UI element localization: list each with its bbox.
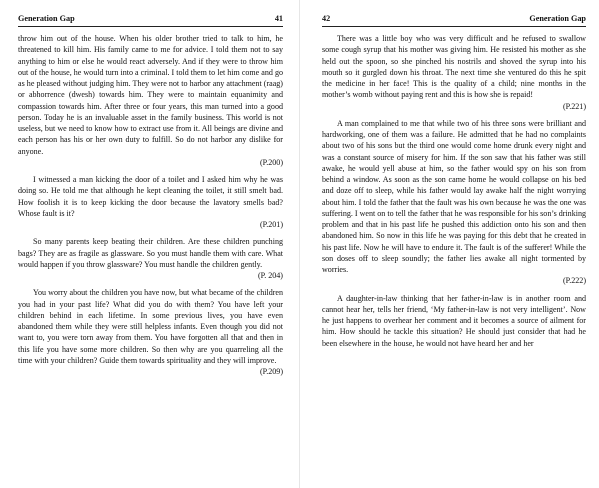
page-citation: (P.200) xyxy=(259,157,283,167)
paragraph xyxy=(322,118,586,287)
paragraph xyxy=(322,293,586,349)
page-citation: (P.201) xyxy=(259,220,283,229)
paragraph-text: I witnessed a man kicking the door of a toilet and I asked him why he was doing so. He told me that although he kept cleaning the toilet, it still smelt bad. How foolish it is to keep kicking the door because the lavatory smells bad? Whose fault is it? xyxy=(18,175,283,218)
paragraph xyxy=(322,33,586,112)
running-head: Generation Gap xyxy=(18,14,75,23)
page-number: 42 xyxy=(322,14,331,23)
page-citation: (P. 204) xyxy=(257,271,283,280)
page-citation: (P.209) xyxy=(259,367,283,376)
paragraph xyxy=(18,287,283,377)
paragraph-text: A man complained to me that while two of his three sons were brilliant and hardworking, one of them was a failure. He admitted that he had no complaints about two of his sons but the third one would come home drunk every night and was a constant source of misery for him. If the son saw that his father was still awake, he would yell abuse at him, so the father would spy on his son from behind a window. As soon as the son came home he would collapse on his bed and doze off to sleep, while his father would lay awake half the night worrying about him. I told the father that the fault was his own because he was the one was suffering. I went on to tell the father that he was responsible for his son’s drinking problem and that in his past life he pushed this addiction onto his son and then abandoned him. So now in this life he was paying for this debt that he created in his past life. Now he will have to endure it. The fault is of the sufferer! While the son doses off to sleep soundly; the father lies awake all night tormented by worries. xyxy=(322,118,587,274)
paragraph xyxy=(18,33,283,168)
paragraph-text: throw him out of the house. When his older brother tried to talk to him, he threatened to kill him. His family came to me for advice. I told them not to say anything to him or else he would react adversely. And if they were to throw him out of the house, he would turn into a criminal. I told them to let him come and go as he pleased without judging him. They were not to harbor any attachment (raag) or abhorrence (dwesh) towards him. They were to maintain equanimity and compassion towards him. After three or four years, this man turned into a good person. Today he is an invaluable asset in the family business. This world is not useless, but we need to know how to extract use from it. All beings are divine and each person has his or her own duty to fulfill. So do not harbor any dislike for anyone. xyxy=(18,34,283,156)
paragraph xyxy=(18,236,283,281)
paragraph-text: A daughter-in-law thinking that her father-in-law is in another room and cannot hear her, tells her friend, ‘My father-in-law is not very intelligent’. Now he just happens to overhear her comment and it becomes a source of ailment for him. How should he tackle this situation? He should just consider that had he been elsewhere in the house, he would not have heard her and her xyxy=(322,293,586,348)
page-number: 41 xyxy=(274,14,283,23)
paragraph xyxy=(18,174,283,230)
page-citation: (P.222) xyxy=(562,276,586,286)
page-header xyxy=(18,14,283,27)
paragraph-text: There was a little boy who was very difficult and he refused to swallow some cough syrup that his mother was giving him. He resisted his mother as she held out the spoon, so she pinched his nostrils and shoved the syrup into his mouth so it gurgled down his throat. The next time she ventured do this he spit the medicine in her face! This is the quality of a child; nine months in the mother’s womb without paying rent and this is how she is repaid! xyxy=(322,34,586,100)
paragraph-text: So many parents keep beating their children. Are these children punching bags? They are as fragile as glassware. So you must handle them with care. What would happen if you throw glassware? You must handle the children gently. xyxy=(18,237,283,269)
running-head: Generation Gap xyxy=(529,14,586,23)
right-page xyxy=(300,0,599,488)
page-citation: (P.221) xyxy=(562,101,586,111)
paragraph-text: You worry about the children you have now, but what became of the children you had in your past life? What did you do with them? You have left your children behind in each lifetime. In some previous lives, you have even abandoned them while they were still helpless infants. Even though you did not want to, you were torn away from them. You have forgotten all that and then in this life you have some more children. So then why are you quarreling all the time with your children? Guide them towards spirituality and they will improve. xyxy=(18,288,283,365)
page-header xyxy=(322,14,586,27)
